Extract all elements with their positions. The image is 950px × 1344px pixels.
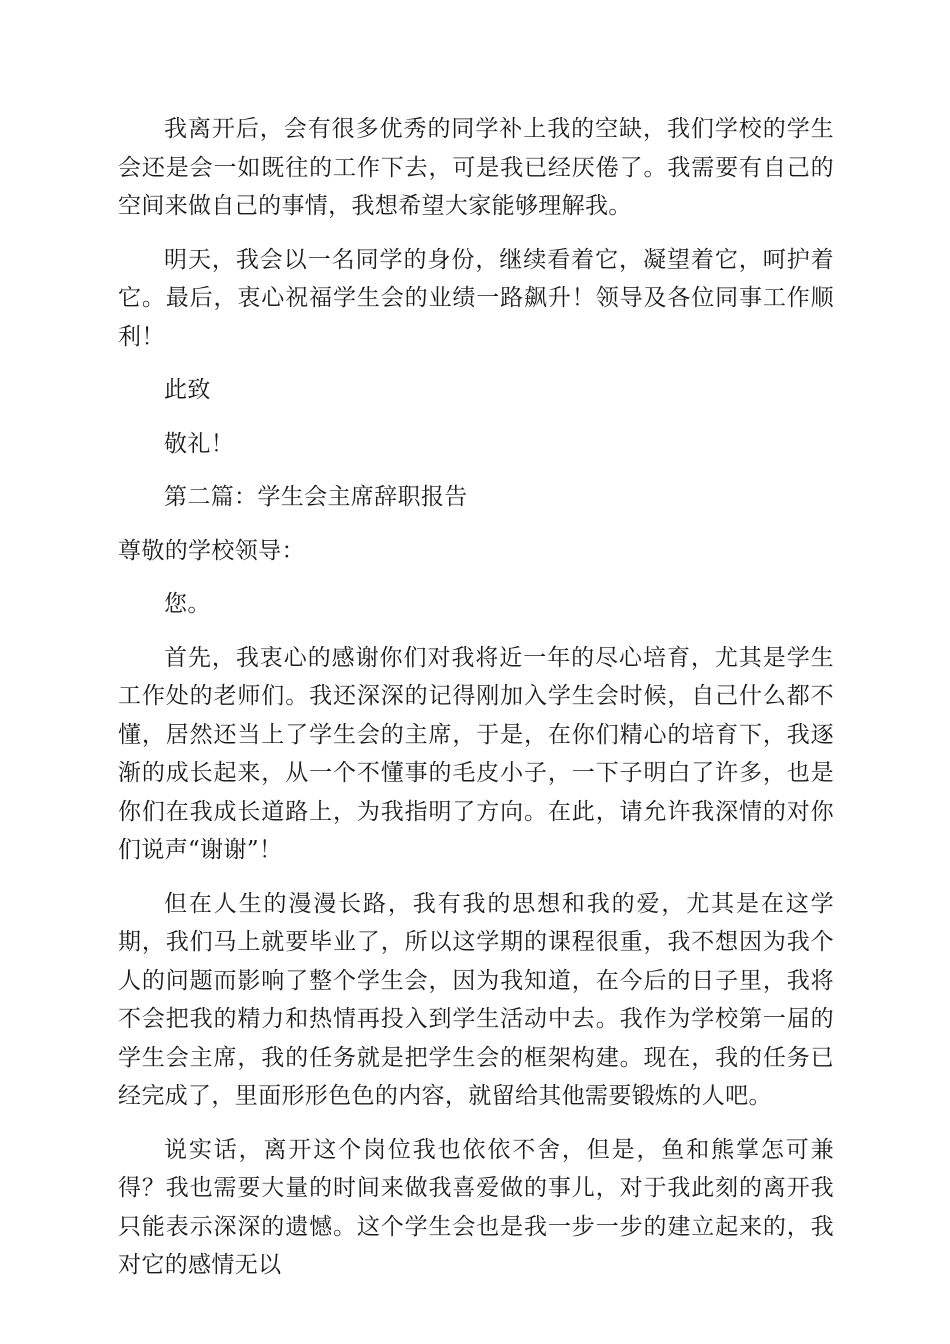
- salutation: 尊敬的学校领导：: [118, 537, 305, 564]
- section-heading: 第二篇：学生会主席辞职报告: [164, 484, 468, 510]
- closing-jingli: 敬礼！: [164, 430, 235, 457]
- paragraph-resignation-reason: 我离开后，会有很多优秀的同学补上我的空缺，我们学校的学生会还是会一如既往的工作下去，可是我已经厌倦了。我需要有自己的空间来做自己的事情，我想希望大家能够理解我。: [118, 116, 834, 219]
- paragraph-gratitude: 首先，我衷心的感谢你们对我将近一年的尽心培育，尤其是学生工作处的老师们。我还深深的记得刚加入学生会时候，自己什么都不懂，居然还当上了学生会的主席，于是，在你们精心的培育下，我逐渐的成长起来，从一个不懂事的毛皮小子，一下子明白了许多，也是你们在我成长道路上，为我指明了方向。在此，请允许我深情的对你们说声“谢谢”！: [118, 644, 834, 863]
- paragraph-reluctance: 说实话，离开这个岗位我也依依不舍，但是，鱼和熊掌怎可兼得？我也需要大量的时间来做我喜爱做的事儿，对于我此刻的离开我只能表示深深的遗憾。这个学生会也是我一步一步的建立起来的，我对它的感情无以: [118, 1136, 834, 1278]
- paragraph-reasons: 但在人生的漫漫长路，我有我的思想和我的爱，尤其是在这学期，我们马上就要毕业了，所以这学期的课程很重，我不想因为我个人的问题而影响了整个学生会，因为我知道，在今后的日子里，我将不会把我的精力和热情再投入到学生活动中去。我作为学校第一届的学生会主席，我的任务就是把学生会的框架构建。现在，我的任务已经完成了，里面形形色色的内容，就留给其他需要锻炼的人吧。: [118, 890, 834, 1109]
- greeting: 您。: [164, 591, 211, 617]
- closing-cizhi: 此致: [164, 377, 211, 403]
- document-page: [118, 110, 834, 1300]
- paragraph-farewell-wishes: 明天，我会以一名同学的身份，继续看着它，凝望着它，呵护着它。最后，衷心祝福学生会的业绩一路飙升！领导及各位同事工作顺利！: [118, 246, 834, 350]
